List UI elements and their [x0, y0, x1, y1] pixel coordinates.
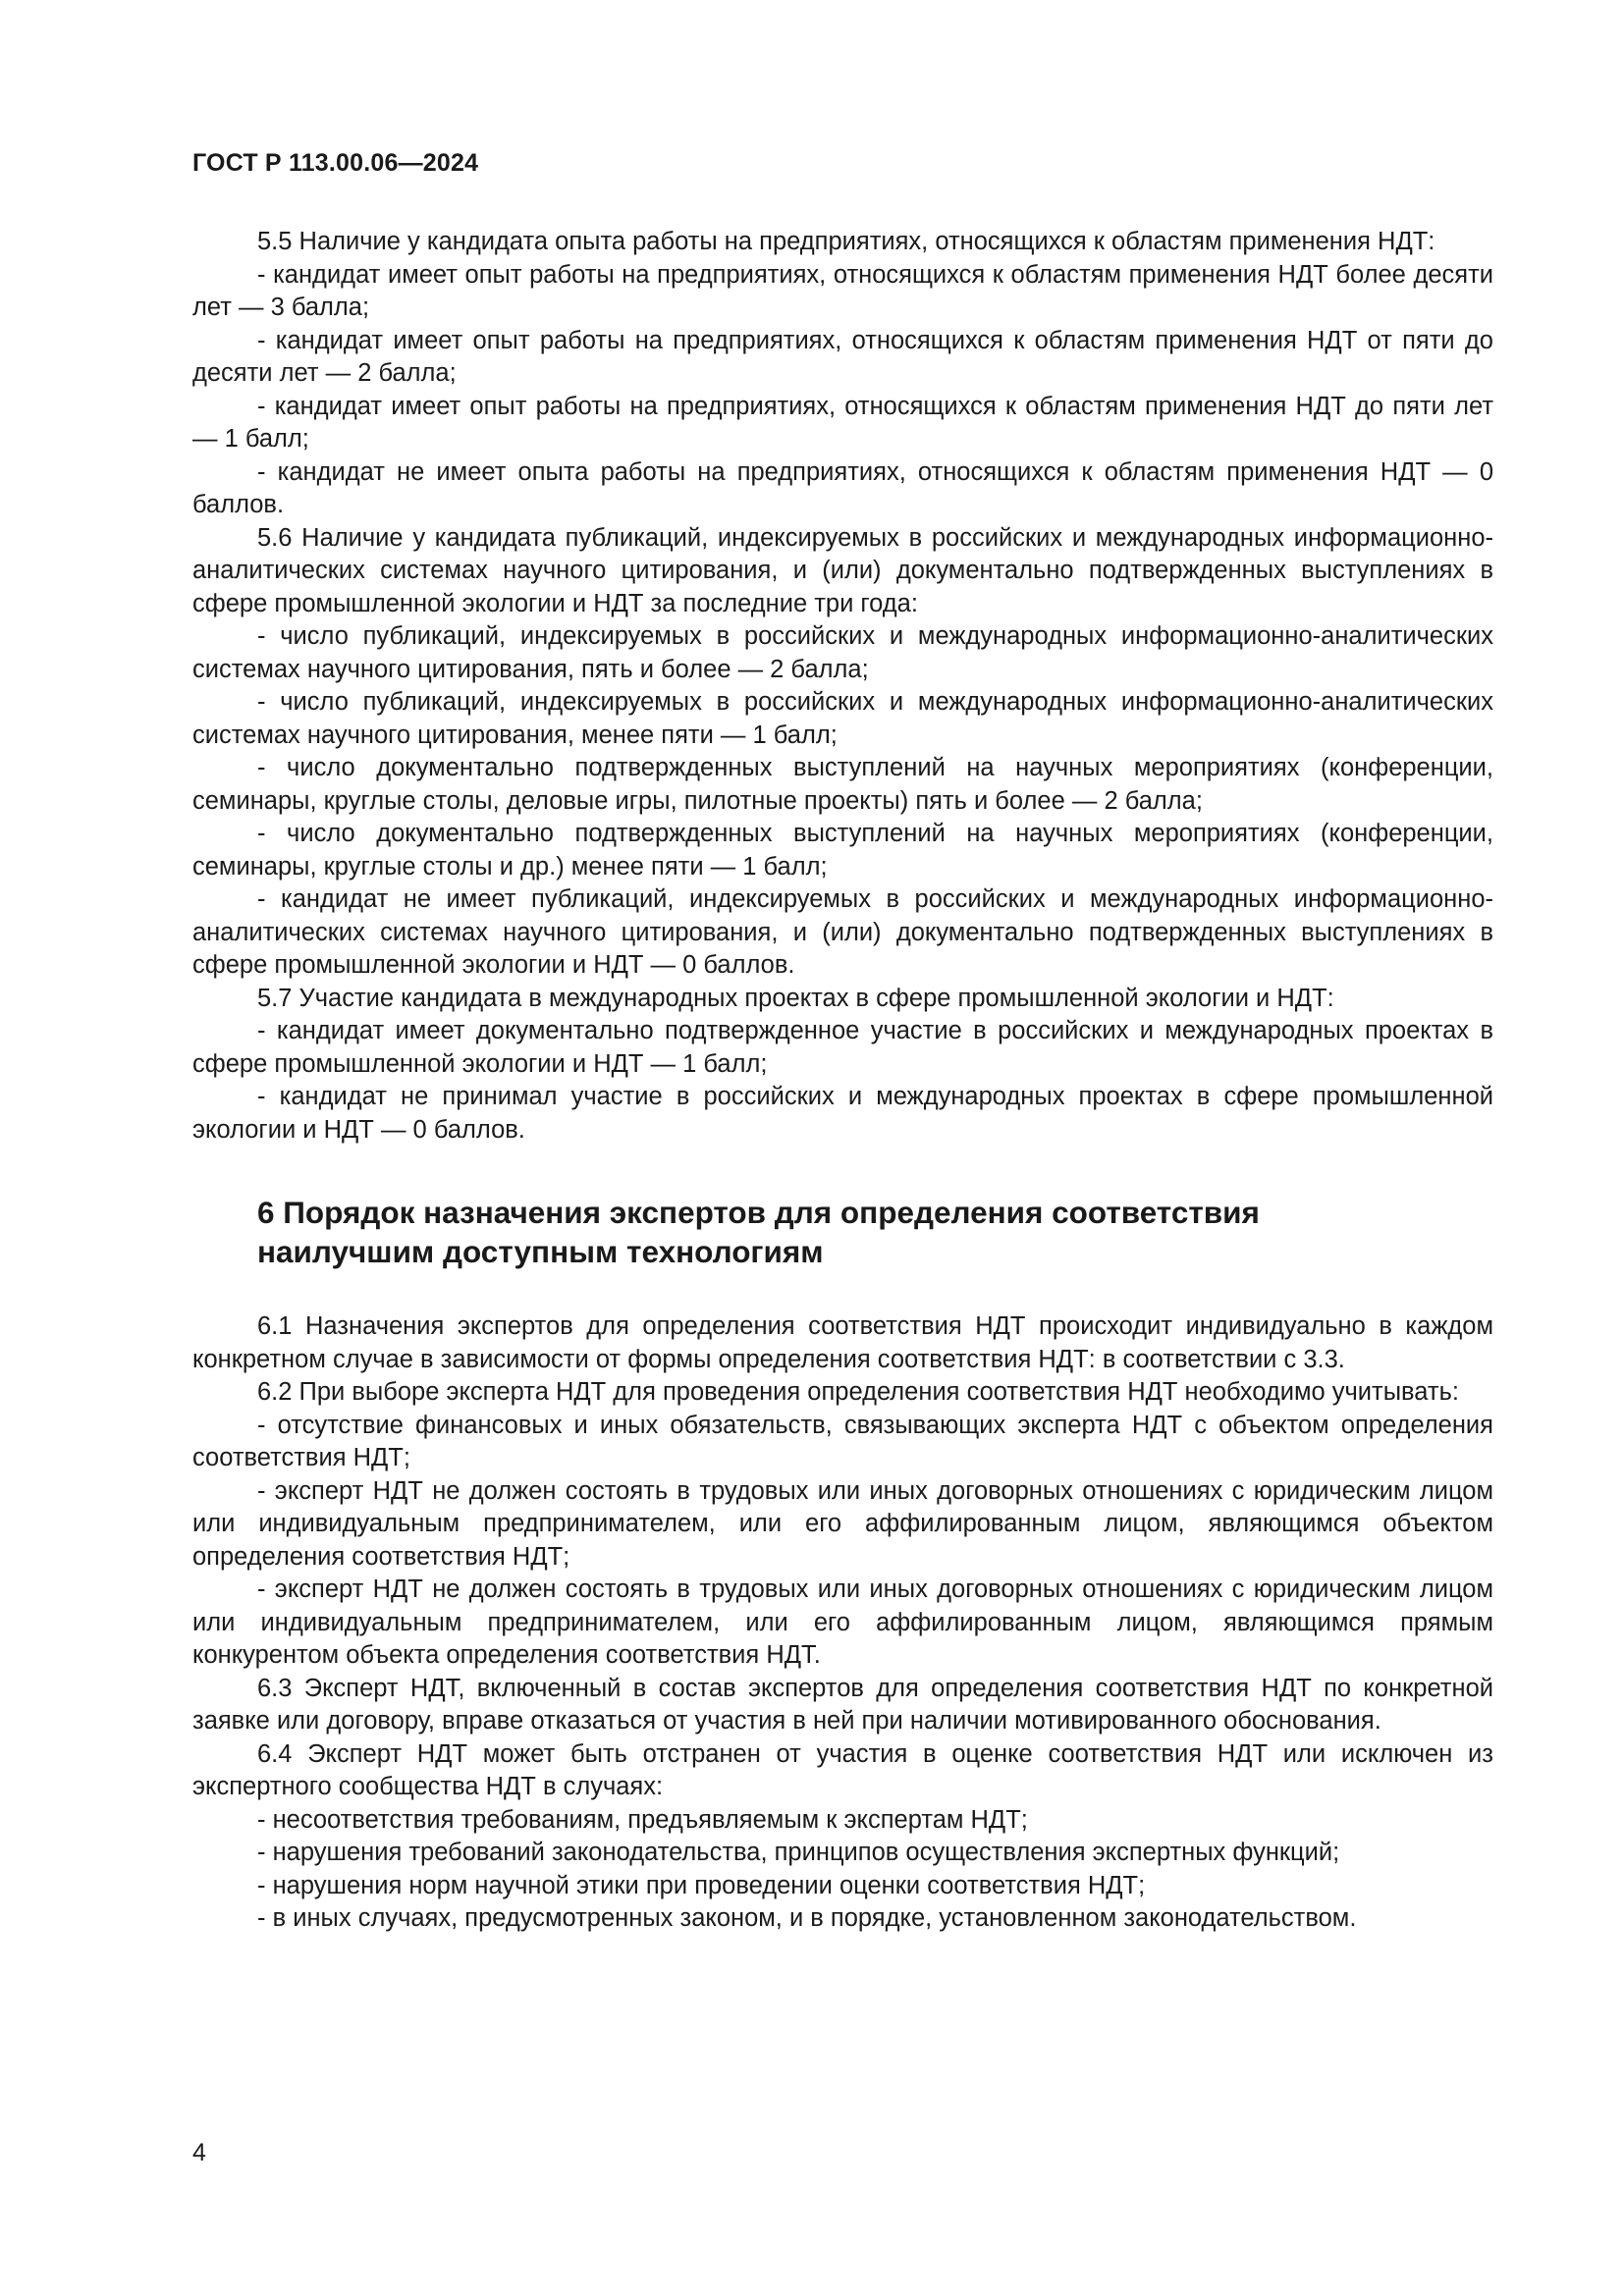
paragraph-5-5: 5.5 Наличие у кандидата опыта работы на предприятиях, относящихся к областям применения НДТ: — [257, 228, 1435, 255]
paragraph-6-1: 6.1 Назначения экспертов для определения соответствия НДТ происходит индивидуально в каждом конкретном случае в зависимости от формы определения соответствия НДТ: в соответствии с 3.3. — [192, 1312, 1493, 1373]
paragraph-5-7: 5.7 Участие кандидата в международных проектах в сфере промышленной экологии и НДТ: — [257, 984, 1334, 1012]
list-item: - число документально подтвержденных выступлений на научных мероприятиях (конференции, семинары, круглые столы и др.) менее пяти — 1 балл; — [192, 820, 1493, 881]
list-item: - в иных случаях, предусмотренных законом, и в порядке, установленном законодательством. — [257, 1904, 1357, 1932]
section-6-heading — [257, 1193, 1493, 1271]
list-item: - кандидат имеет опыт работы на предприятиях, относящихся к областям применения НДТ до пяти лет — 1 балл; — [192, 392, 1493, 453]
list-item: - эксперт НДТ не должен состоять в трудовых или иных договорных отношениях с юридическим лицом или индивидуальным предпринимателем, или его аффилированным лицом, являющимся объектом определения соответствия НДТ; — [192, 1476, 1493, 1571]
page-content — [192, 226, 1493, 1936]
paragraph-6-4: 6.4 Эксперт НДТ может быть отстранен от участия в оценке соответствия НДТ или исключен из экспертного сообщества НДТ в случаях: — [192, 1739, 1493, 1800]
list-item: - несоответствия требованиям, предъявляемым к экспертам НДТ; — [257, 1805, 1028, 1834]
paragraph-6-3: 6.3 Эксперт НДТ, включенный в состав экспертов для определения соответствия НДТ по конкретной заявке или договору, вправе отказаться от участия в ней при наличии мотивированного обоснования. — [192, 1674, 1493, 1735]
list-item: - нарушения норм научной этики при проведении оценки соответствия НДТ; — [257, 1871, 1146, 1899]
list-item: - кандидат имеет опыт работы на предприятиях, относящихся к областям применения НДТ от пяти до десяти лет — 2 балла; — [192, 326, 1493, 387]
list-item: - число документально подтвержденных выступлений на научных мероприятиях (конференции, семинары, круглые столы, деловые игры, пилотные проекты) пять и более — 2 балла; — [192, 754, 1493, 815]
document-code-header: ГОСТ Р 113.00.06—2024 — [192, 149, 479, 177]
list-item: - кандидат не имеет опыта работы на предприятиях, относящихся к областям применения НДТ — 0 баллов. — [192, 457, 1493, 518]
list-item: - кандидат не имеет публикаций, индексируемых в российских и международных информационно-аналитических системах научного цитирования, и (или) документально подтвержденных выступлениях в сфере промышленной экологии и НДТ — 0 баллов. — [192, 885, 1493, 979]
list-item: - число публикаций, индексируемых в российских и международных информационно-аналитических системах научного цитирования, менее пяти — 1 балл; — [192, 688, 1493, 749]
section-6-heading-line-1: 6 Порядок назначения экспертов для определения соответствия — [257, 1195, 1260, 1230]
list-item: - нарушения требований законодательства, принципов осуществления экспертных функций; — [257, 1839, 1340, 1866]
paragraph-5-6: 5.6 Наличие у кандидата публикаций, индексируемых в российских и международных информационно-аналитических системах научного цитирования, и (или) документально подтвержденных выступлениях в сфере промышленной экологии и НДТ за последние три года: — [192, 523, 1493, 617]
list-item: - кандидат не принимал участие в российских и международных проектах в сфере промышленной экологии и НДТ — 0 баллов. — [192, 1083, 1493, 1144]
page-number: 4 — [192, 2139, 206, 2166]
list-item: - число публикаций, индексируемых в российских и международных информационно-аналитических системах научного цитирования, пять и более — 2 балла; — [192, 622, 1493, 683]
list-item: - эксперт НДТ не должен состоять в трудовых или иных договорных отношениях с юридическим лицом или индивидуальным предпринимателем, или его аффилированным лицом, являющимся прямым конкурентом объекта определения соответствия НДТ. — [192, 1575, 1493, 1669]
list-item: - кандидат имеет опыт работы на предприятиях, относящихся к областям применения НДТ более десяти лет — 3 балла; — [192, 260, 1493, 321]
list-item: - отсутствие финансовых и иных обязательств, связывающих эксперта НДТ с объектом определения соответствия НДТ; — [192, 1411, 1493, 1471]
list-item: - кандидат имеет документально подтвержденное участие в российских и международных проектах в сфере промышленной экологии и НДТ — 1 балл; — [192, 1017, 1493, 1078]
section-6-heading-line-2: наилучшим доступным технологиям — [257, 1234, 824, 1269]
paragraph-6-2: 6.2 При выборе эксперта НДТ для проведения определения соответствия НДТ необходимо учитывать: — [257, 1378, 1459, 1406]
